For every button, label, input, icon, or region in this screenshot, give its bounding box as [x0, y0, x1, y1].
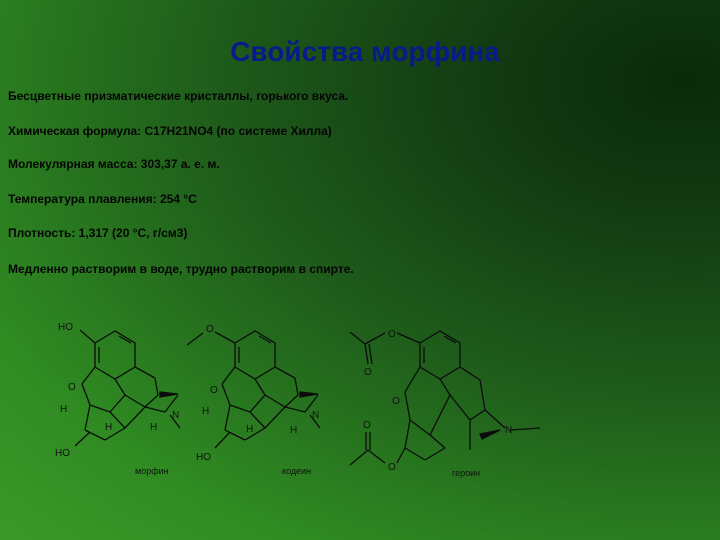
structural-formulas [0, 300, 720, 510]
caption-heroin: героин [452, 468, 481, 478]
atom-label: O [364, 367, 372, 378]
atom-label: N [312, 410, 320, 421]
atom-label: O [210, 385, 218, 396]
page-title: Свойства морфина [230, 36, 500, 67]
atom-label: N [172, 410, 180, 421]
codeine-structure [187, 331, 320, 448]
property-molar-mass: Молекулярная масса: 303,37 а. е. м. [8, 157, 220, 171]
property-density: Плотность: 1,317 (20 °C, г/см3) [8, 226, 188, 240]
property-appearance: Бесцветные призматические кристаллы, горького вкуса. [8, 89, 349, 103]
atom-label: H [202, 406, 210, 417]
morphine-structure [75, 330, 180, 446]
property-formula: Химическая формула: C17H21NO4 (по системе Хилла) [8, 124, 332, 138]
atom-label: H [290, 425, 298, 436]
atom-label: H [105, 422, 113, 433]
atom-label: O [388, 462, 396, 473]
property-melting-point: Температура плавления: 254 °C [8, 192, 197, 206]
atom-label: HO [58, 322, 73, 333]
atom-label: O [363, 420, 371, 431]
atom-label: N [505, 425, 513, 436]
caption-morphine: морфин [135, 466, 169, 476]
atom-label: O [206, 324, 214, 335]
atom-label: HO [196, 452, 211, 463]
atom-label: H [150, 422, 158, 433]
heroin-structure [350, 331, 540, 465]
atom-label: H [60, 404, 68, 415]
property-solubility: Медленно растворим в воде, трудно растворим в спирте. [8, 262, 354, 276]
caption-codeine: кодеин [282, 466, 312, 476]
atom-label: H [246, 424, 254, 435]
atom-label: O [388, 329, 396, 340]
atom-label: O [68, 382, 76, 393]
atom-label: O [392, 396, 400, 407]
atom-label: HO [55, 448, 70, 459]
